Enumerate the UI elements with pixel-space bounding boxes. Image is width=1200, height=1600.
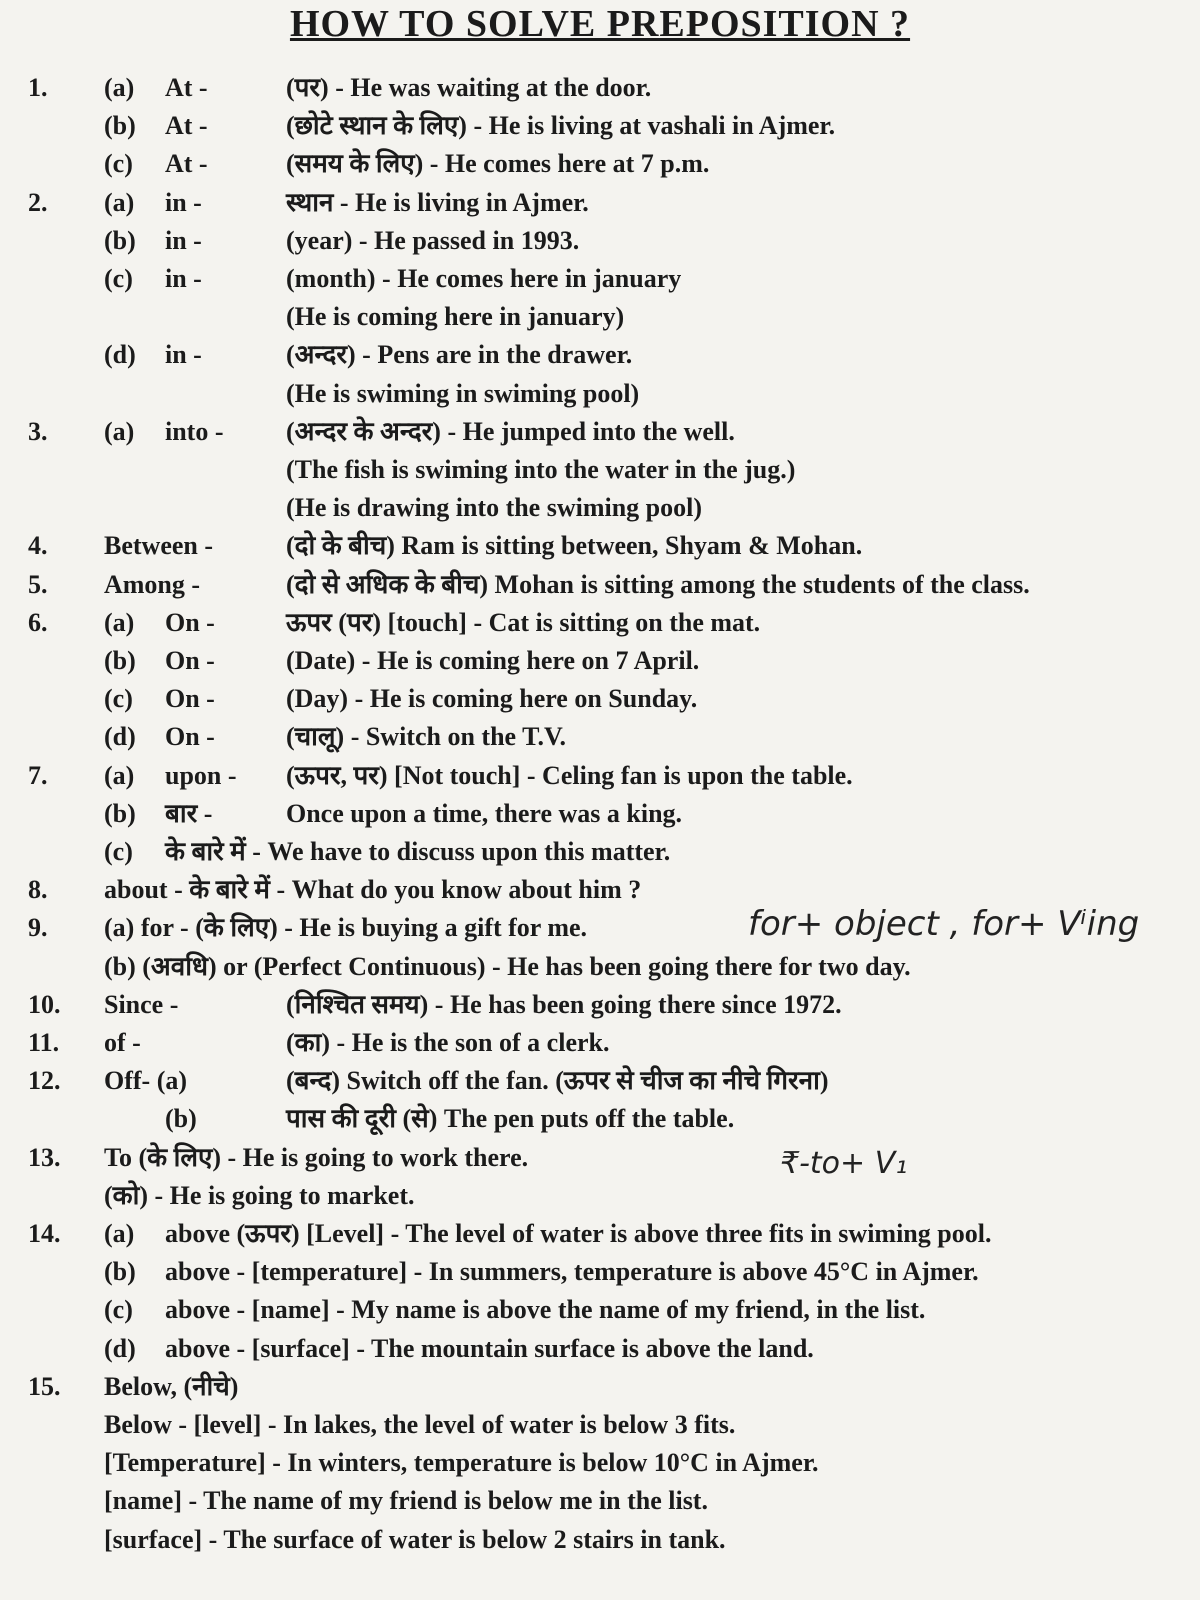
- list-line: [0, 185, 1200, 221]
- line-num: 13.: [28, 1143, 61, 1172]
- line-num: 7.: [28, 761, 48, 790]
- line-sub: (c): [104, 149, 133, 178]
- line-sub: (b): [104, 1257, 136, 1286]
- line-sub: (c): [104, 837, 133, 866]
- line-desc: ऊपर (पर) [touch] - Cat is sitting on the mat.: [286, 608, 761, 637]
- line-desc: (He is coming here in january): [286, 302, 625, 331]
- line-prep: On -: [165, 684, 215, 713]
- line-sub: (d): [104, 1334, 136, 1363]
- list-line: [0, 223, 1200, 259]
- line-prep: above - [surface] - The mountain surface is above the land.: [165, 1334, 814, 1363]
- list-line: [0, 796, 1200, 832]
- line-desc: (बन्द) Switch off the fan. (ऊपर से चीज का नीचे गिरना): [286, 1066, 829, 1095]
- line-sub: (c): [104, 1295, 133, 1324]
- line-head: Between -: [104, 531, 214, 560]
- line-prep: At -: [165, 111, 208, 140]
- line-sub: (a): [104, 417, 135, 446]
- line-prep: in -: [165, 188, 202, 217]
- line-num: 12.: [28, 1066, 61, 1095]
- line-wide: (को) - He is going to market.: [104, 1181, 415, 1210]
- line-desc: (पर) - He was waiting at the door.: [286, 73, 652, 102]
- line-sub: (a): [104, 188, 135, 217]
- line-sub: (b): [104, 111, 136, 140]
- line-desc: (चालू) - Switch on the T.V.: [286, 722, 566, 751]
- list-line: [0, 719, 1200, 755]
- line-prep: On -: [165, 608, 215, 637]
- list-line: [0, 987, 1200, 1023]
- line-desc: स्थान - He is living in Ajmer.: [286, 188, 589, 217]
- line-sub: (b): [104, 226, 136, 255]
- line-num: 2.: [28, 188, 48, 217]
- line-desc: (The fish is swiming into the water in the jug.): [286, 455, 796, 484]
- list-line: [0, 1522, 1200, 1558]
- list-line: [0, 70, 1200, 106]
- line-desc: पास की दूरी (से) The pen puts off the table.: [286, 1104, 735, 1133]
- line-prep: in -: [165, 264, 202, 293]
- list-line: [0, 1369, 1200, 1405]
- list-line: [0, 337, 1200, 373]
- line-prep: At -: [165, 73, 208, 102]
- list-line: [0, 1216, 1200, 1252]
- line-prep: above (ऊपर) [Level] - The level of water is above three fits in swiming pool.: [165, 1219, 992, 1248]
- line-num: 1.: [28, 73, 48, 102]
- line-wide: Below, (नीचे): [104, 1372, 239, 1401]
- line-desc: (Date) - He is coming here on 7 April.: [286, 646, 700, 675]
- page-title: HOW TO SOLVE PREPOSITION ?: [289, 3, 911, 45]
- line-desc: (He is swiming in swiming pool): [286, 379, 640, 408]
- line-desc: (अन्दर) - Pens are in the drawer.: [286, 340, 633, 369]
- line-desc: (समय के लिए) - He comes here at 7 p.m.: [286, 149, 710, 178]
- handwritten-note-to: ₹-to+ V₁: [780, 1146, 908, 1181]
- list-line: [0, 261, 1200, 297]
- line-wide: (a) for - (के लिए) - He is buying a gift for me.: [104, 913, 588, 942]
- list-line: [0, 681, 1200, 717]
- list-line: [0, 376, 1200, 412]
- line-prep: in -: [165, 340, 202, 369]
- line-desc: (अन्दर के अन्दर) - He jumped into the well.: [286, 417, 735, 446]
- line-desc: (छोटे स्थान के लिए) - He is living at vashali in Ajmer.: [286, 111, 836, 140]
- line-head: Off- (a): [104, 1066, 188, 1095]
- line-desc: (Day) - He is coming here on Sunday.: [286, 684, 698, 713]
- line-prep: On -: [165, 722, 215, 751]
- line-num: 9.: [28, 913, 48, 942]
- line-sub: (c): [104, 684, 133, 713]
- line-wide: [Temperature] - In winters, temperature is below 10°C in Ajmer.: [104, 1448, 819, 1477]
- line-wide: [name] - The name of my friend is below me in the list.: [104, 1486, 708, 1515]
- line-head: Among -: [104, 570, 201, 599]
- line-desc: (दो से अधिक के बीच) Mohan is sitting among the students of the class.: [286, 570, 1030, 599]
- line-sub: (c): [104, 264, 133, 293]
- list-line: [0, 872, 1200, 908]
- line-desc: (year) - He passed in 1993.: [286, 226, 580, 255]
- list-line: [0, 490, 1200, 526]
- line-wide: about - के बारे में - What do you know about him ?: [104, 875, 642, 904]
- line-sub: (b): [104, 646, 136, 675]
- list-line: [0, 1178, 1200, 1214]
- line-sub: (d): [104, 340, 136, 369]
- line-prep: into -: [165, 417, 224, 446]
- line-wide: Below - [level] - In lakes, the level of water is below 3 fits.: [104, 1410, 736, 1439]
- line-sub: (a): [104, 761, 135, 790]
- line-desc: (का) - He is the son of a clerk.: [286, 1028, 610, 1057]
- list-line: [0, 1254, 1200, 1290]
- line-num: 3.: [28, 417, 48, 446]
- line-desc: (ऊपर, पर) [Not touch] - Celing fan is upon the table.: [286, 761, 853, 790]
- line-sub: (a): [104, 1219, 135, 1248]
- list-line: [0, 1331, 1200, 1367]
- line-desc: Once upon a time, there was a king.: [286, 799, 683, 828]
- list-line: [0, 834, 1200, 870]
- list-line: [0, 1101, 1200, 1137]
- line-prep: On -: [165, 646, 215, 675]
- line-desc: (दो के बीच) Ram is sitting between, Shyam & Mohan.: [286, 531, 863, 560]
- line-sub: (b): [104, 799, 136, 828]
- list-line: [0, 1407, 1200, 1443]
- line-num: 15.: [28, 1372, 61, 1401]
- line-head: of -: [104, 1028, 141, 1057]
- line-prep: के बारे में - We have to discuss upon this matter.: [165, 837, 671, 866]
- list-line: [0, 1292, 1200, 1328]
- line-prep: At -: [165, 149, 208, 178]
- list-line: [0, 567, 1200, 603]
- line-num: 10.: [28, 990, 61, 1019]
- line-prep: (b): [165, 1104, 197, 1133]
- line-head: Since -: [104, 990, 179, 1019]
- list-line: [0, 643, 1200, 679]
- line-desc: (निश्चित समय) - He has been going there since 1972.: [286, 990, 842, 1019]
- line-sub: (d): [104, 722, 136, 751]
- list-line: [0, 452, 1200, 488]
- line-prep: above - [temperature] - In summers, temperature is above 45°C in Ajmer.: [165, 1257, 979, 1286]
- list-line: [0, 949, 1200, 985]
- list-line: [0, 1483, 1200, 1519]
- line-wide: To (के लिए) - He is going to work there.: [104, 1143, 529, 1172]
- line-num: 4.: [28, 531, 48, 560]
- list-line: [0, 414, 1200, 450]
- line-num: 11.: [28, 1028, 60, 1057]
- list-line: [0, 1445, 1200, 1481]
- line-sub: (a): [104, 608, 135, 637]
- line-prep: बार -: [165, 799, 213, 828]
- line-prep: above - [name] - My name is above the name of my friend, in the list.: [165, 1295, 926, 1324]
- list-line: [0, 299, 1200, 335]
- line-wide: [surface] - The surface of water is below 2 stairs in tank.: [104, 1525, 726, 1554]
- list-line: [0, 1025, 1200, 1061]
- line-desc: (He is drawing into the swiming pool): [286, 493, 703, 522]
- line-wide: (b) (अवधि) or (Perfect Continuous) - He has been going there for two day.: [104, 952, 911, 981]
- line-num: 14.: [28, 1219, 61, 1248]
- list-line: [0, 1063, 1200, 1099]
- line-num: 5.: [28, 570, 48, 599]
- line-num: 6.: [28, 608, 48, 637]
- list-line: [0, 108, 1200, 144]
- line-desc: (month) - He comes here in january: [286, 264, 682, 293]
- line-prep: upon -: [165, 761, 237, 790]
- line-sub: (a): [104, 73, 135, 102]
- line-num: 8.: [28, 875, 48, 904]
- list-line: [0, 528, 1200, 564]
- list-line: [0, 605, 1200, 641]
- line-prep: in -: [165, 226, 202, 255]
- list-line: [0, 146, 1200, 182]
- list-line: [0, 1140, 1200, 1176]
- list-line: [0, 758, 1200, 794]
- handwritten-note-for: for+ object , for+ Vⁱing: [748, 904, 1140, 944]
